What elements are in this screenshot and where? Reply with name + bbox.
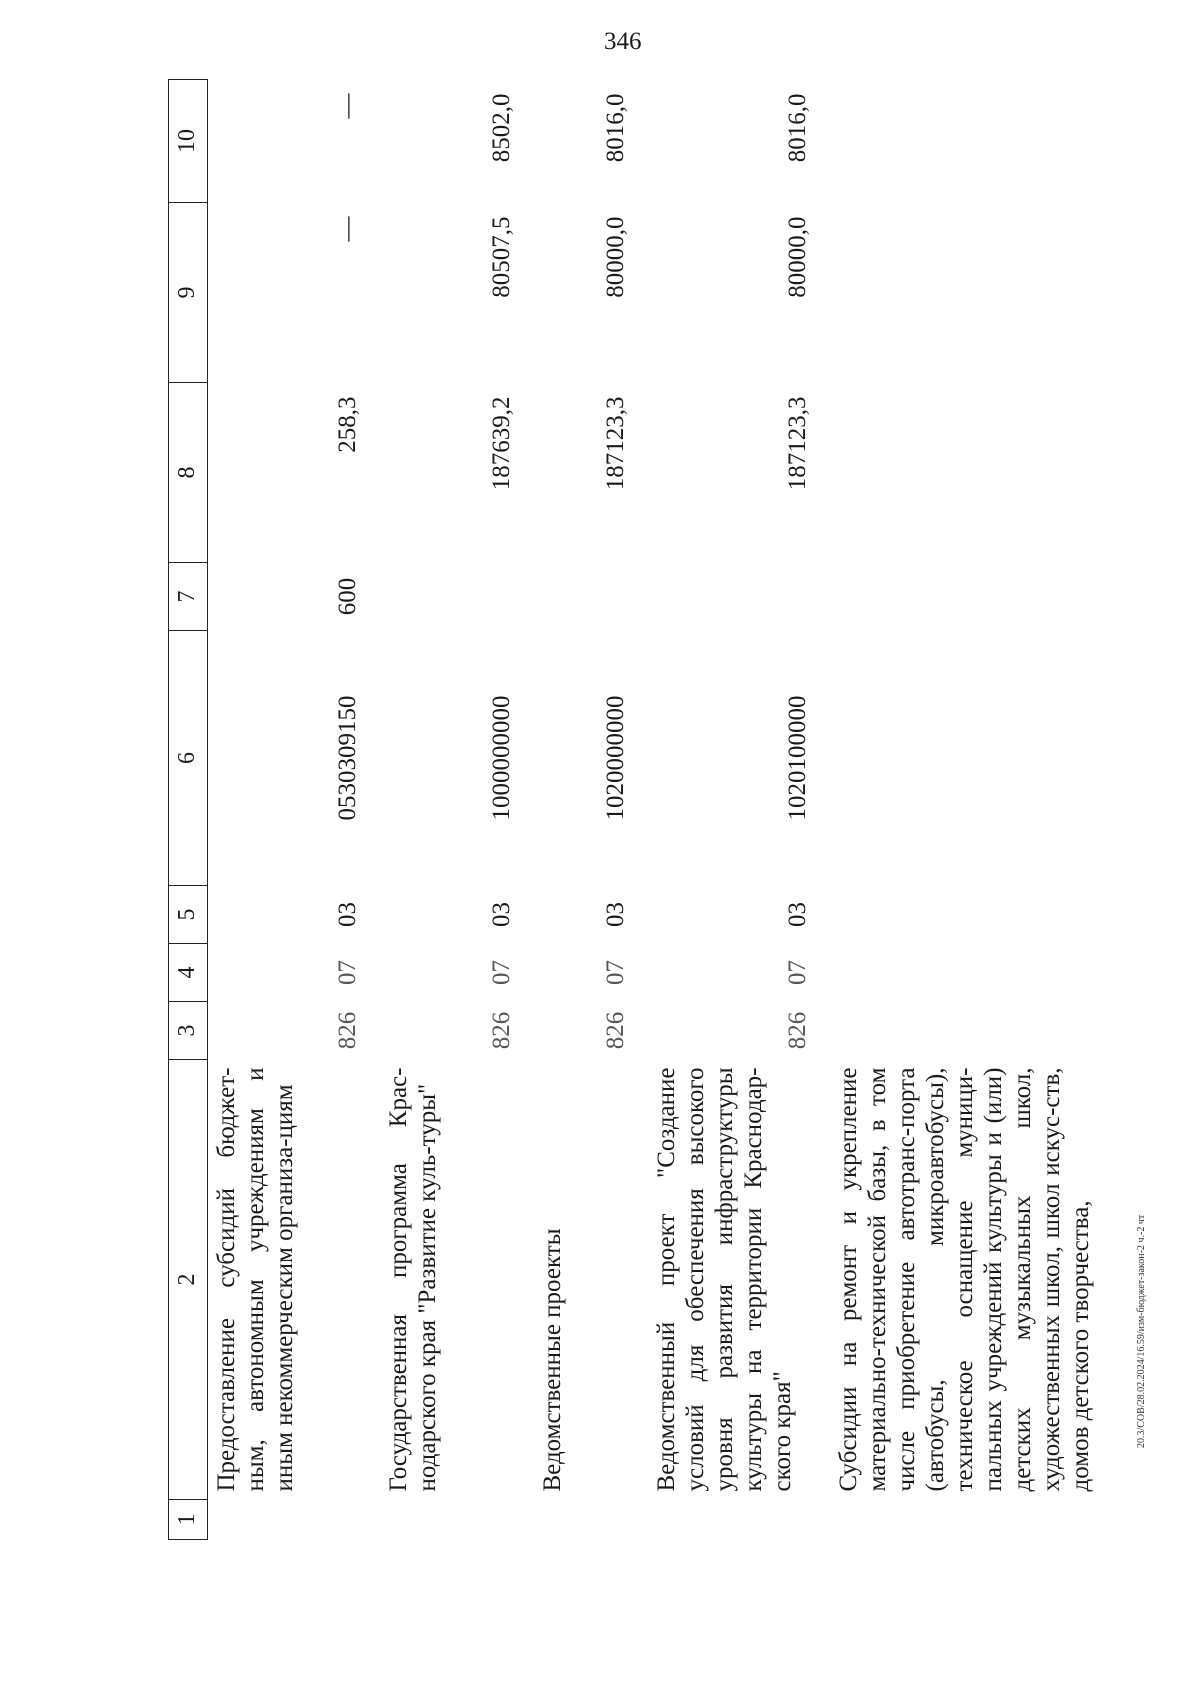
header-col-9: 9: [169, 203, 208, 383]
target-article-cell: 1020000000: [602, 695, 629, 821]
target-article-cell: 0530309150: [334, 695, 361, 821]
header-col-2: 2: [169, 1060, 208, 1500]
amount-col-10-cell: [830, 80, 1142, 203]
amount-col-10-cell: 8502,0: [488, 93, 515, 163]
header-col-1: 1: [169, 1500, 208, 1540]
table-header-row: [169, 80, 208, 1540]
header-col-6: 6: [169, 631, 208, 886]
section-code-cell: 07: [334, 960, 361, 985]
amount-col-8-cell: 187123,3: [602, 396, 629, 491]
header-col-7: 7: [169, 563, 208, 631]
row-number-cell: [380, 1500, 534, 1540]
ministry-code-cell: 826: [602, 1011, 629, 1050]
expense-type-cell: [830, 563, 1142, 631]
target-article-cell: 1000000000: [488, 695, 515, 821]
amount-col-10-cell: —: [334, 93, 361, 119]
expense-type-cell: 600: [334, 577, 361, 616]
amount-col-10-cell: 8016,0: [784, 93, 811, 163]
subsection-code-cell: 03: [784, 902, 811, 927]
row-number-cell: [534, 1500, 648, 1540]
amount-col-9-cell: 80000,0: [784, 216, 811, 298]
description-cell: Предоставление субсидий бюджет-ным, автономным учреждениям и иным некоммерческим организа-циям: [213, 1067, 298, 1492]
amount-col-9-cell: —: [334, 216, 361, 242]
rotated-document-body: [168, 80, 1094, 1540]
subsection-code-cell: [830, 886, 1142, 944]
section-code-cell: [830, 944, 1142, 1002]
document-footer-code: 20.3/COB/28.02.2024/16.59/изм-бюджет-закон-2 ч.-2 чт: [1136, 1214, 1147, 1448]
section-code-cell: 07: [488, 960, 515, 985]
ministry-code-cell: 826: [334, 1011, 361, 1050]
description-cell: Ведомственный проект "Создание условий для обеспечения высокого уровня развития инфраструктуры культуры на территории Краснодар-ского края": [653, 1067, 796, 1492]
amount-col-10-cell: 8016,0: [602, 93, 629, 163]
table-row: [380, 80, 534, 1540]
amount-col-8-cell: 187123,3: [784, 396, 811, 491]
section-code-cell: 07: [602, 960, 629, 985]
description-cell: Государственная программа Крас-нодарского края "Развитие куль-туры": [385, 1067, 441, 1492]
header-col-4: 4: [169, 944, 208, 1002]
subsection-code-cell: 03: [334, 902, 361, 927]
page-number: 346: [604, 28, 642, 55]
amount-col-9-cell: [830, 203, 1142, 383]
row-number-cell: [830, 1500, 1142, 1540]
target-article-cell: 1020100000: [784, 695, 811, 821]
amount-col-9-cell: 80000,0: [602, 216, 629, 298]
row-number-cell: [648, 1500, 830, 1540]
header-col-5: 5: [169, 886, 208, 944]
description-cell: Субсидии на ремонт и укрепление материально-технической базы, в том числе приобретение автотранс-порта (автобусы, микроавтобусы), техническое оснащение муници-пальных учреждений культуры и (или) детских музыкальных школ, художественных школ, школ искус-ств, домов детского творчества,: [835, 1067, 1094, 1492]
subsection-code-cell: 03: [602, 902, 629, 927]
section-code-cell: 07: [784, 960, 811, 985]
description-cell: Ведомственные проекты: [539, 1228, 566, 1492]
expense-type-cell: [534, 563, 648, 631]
header-col-10: 10: [169, 80, 208, 203]
table-row: [534, 80, 648, 1540]
row-number-cell: [208, 1500, 381, 1540]
header-col-3: 3: [169, 1002, 208, 1060]
expense-type-cell: [648, 563, 830, 631]
ministry-code-cell: 826: [488, 1011, 515, 1050]
expense-type-cell: [380, 563, 534, 631]
header-col-8: 8: [169, 383, 208, 563]
amount-col-9-cell: 80507,5: [488, 216, 515, 298]
table-row: [648, 80, 830, 1540]
amount-col-8-cell: 258,3: [334, 396, 361, 453]
ministry-code-cell: 826: [784, 1011, 811, 1050]
budget-table: [168, 79, 1142, 1540]
amount-col-8-cell: [830, 383, 1142, 563]
ministry-code-cell: [830, 1002, 1142, 1060]
amount-col-8-cell: 187639,2: [488, 396, 515, 491]
subsection-code-cell: 03: [488, 902, 515, 927]
table-row: [830, 80, 1142, 1540]
table-row: [208, 80, 381, 1540]
target-article-cell: [830, 631, 1142, 886]
